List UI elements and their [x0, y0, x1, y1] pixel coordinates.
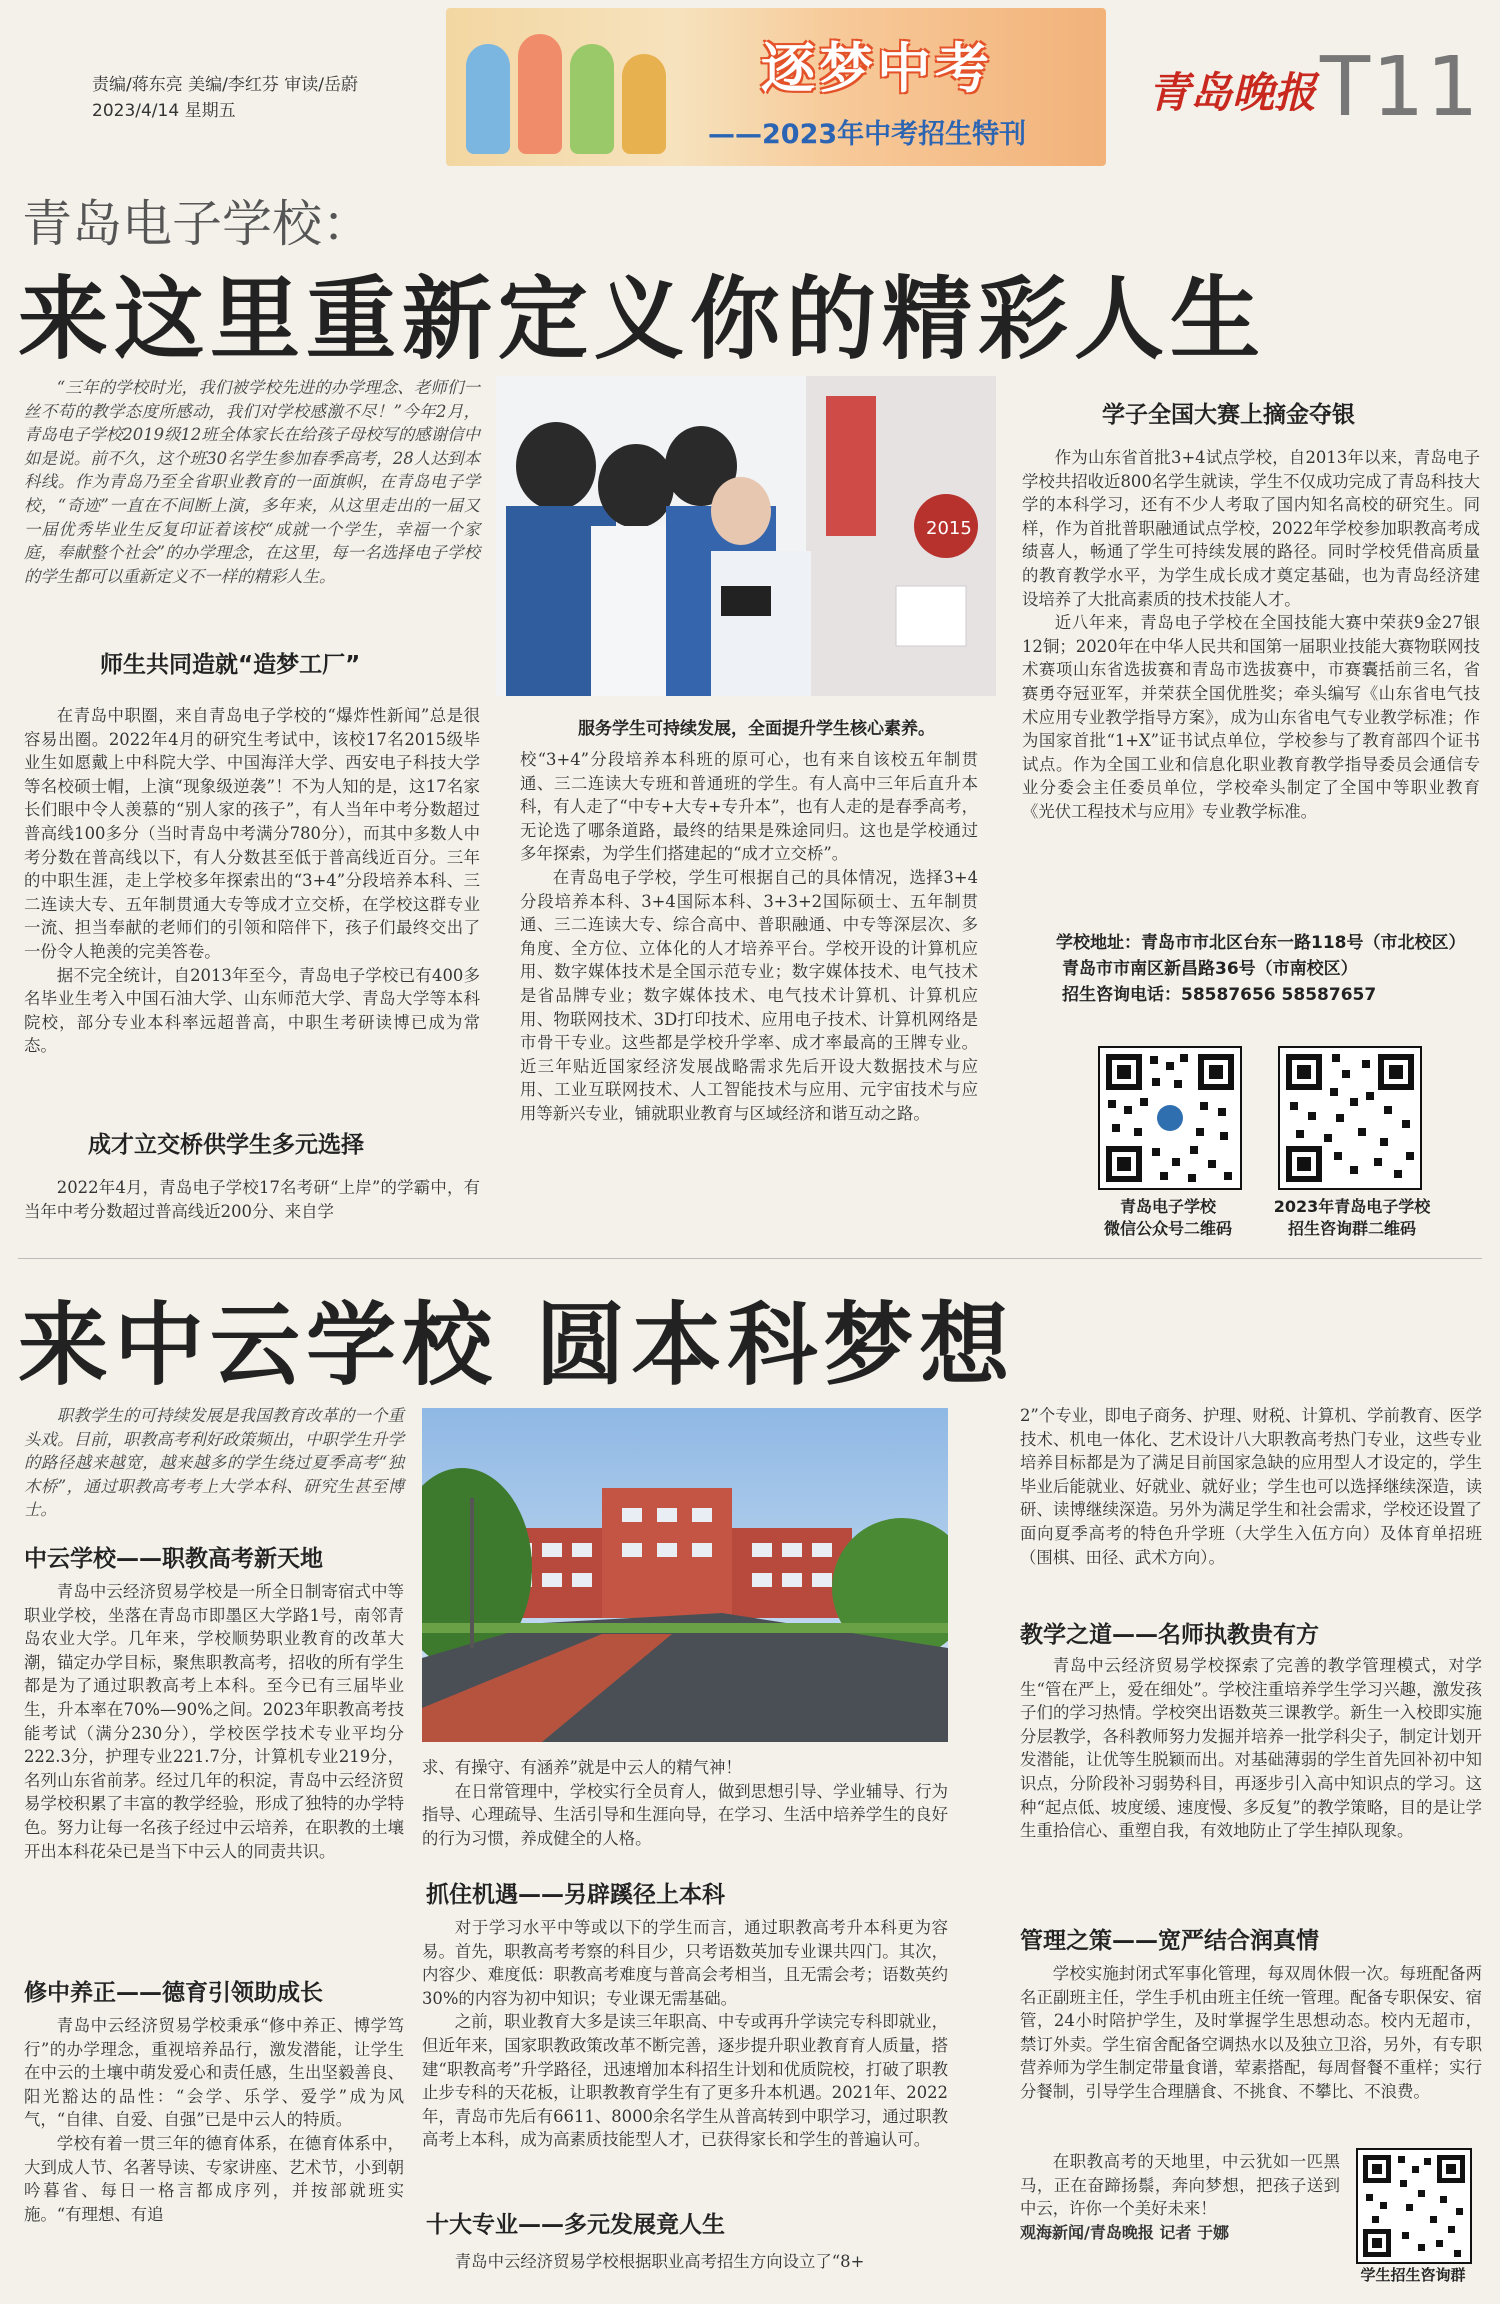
photo-wall-text: 2015 — [926, 518, 972, 539]
article1-lead — [24, 376, 480, 588]
students-photo — [496, 376, 996, 696]
article1-column-3 — [1022, 446, 1480, 824]
article2-column-3-cont — [1020, 1654, 1482, 1843]
qr-caption-line: 招生咨询群二维码 — [1287, 1219, 1416, 1238]
paragraph: 青岛中云经济贸易学校是一所全日制寄宿式中等职业学校，坐落在青岛市即墨区大学路1号，南邻青岛农业大学。几年来，学校顺势职业教育的改革大潮，锚定办学目标，聚焦职教高考，招收的所有学生都是为了通过职教高考上本科。至今已有三届毕业生，升本率在70%—90%之间。2023年职教高考技能考试（满分230分），学校医学技术专业平均分222.3分，护理专业221.7分，计算机专业219分，名列山东省前茅。经过几年的积淀，青岛中云经济贸易学校积累了丰富的教学经验，形成了独特的办学特色。努力让每一名孩子经过中云培养，在职教的土壤开出本科花朵已是当下中云人的同责共识。 — [24, 1582, 404, 1861]
article2-column-2-end — [422, 2250, 948, 2274]
paragraph: 青岛中云经济贸易学校探索了完善的教学管理模式，对学生“管在严上，爱在细处”。学校注重培养学生学习兴趣，激发孩子们的学习热情。学校突出语数英三课教学。新生一入校即实施分层教学，各科教师努力发掘并培养一批学科尖子，制定计划开发潜能，让优等生脱颖而出。对基础薄弱的学生首先回补初中知识点，分阶段补习弱势科目，再逐步引入高中知识点的学习。这种“起点低、坡度缓、速度慢、多反复”的教学策略，目的是让学生重拾信心、重塑自我，有效地防止了学生掉队现象。 — [1020, 1656, 1482, 1841]
student-figure-icon — [570, 44, 614, 154]
paragraph: 在职教高考的天地里，中云犹如一匹黑马，正在奋蹄扬鬃，奔向梦想，把孩子送到中云，许你一个美好未来！ — [1020, 2152, 1340, 2219]
consult-qr-caption: 学生招生咨询群 — [1360, 2266, 1466, 2284]
article2-column-1 — [24, 1580, 404, 1863]
special-issue-banner — [446, 8, 1106, 166]
article2-column-3-end — [1020, 1962, 1482, 2104]
credit-block — [92, 72, 358, 124]
school-address-north: 学校地址：青岛市市北区台东一路118号（市北校区） — [1056, 933, 1466, 953]
student-figure-icon — [518, 34, 562, 154]
paragraph: 之前，职业教育大多是读三年职高、中专或再升学读完专科即就业，但近年来，国家职教政策改革不断完善，逐步提升职业教育育人质量，搭建“职教高考”升学路径，迅速增加本科招生计划和优质院校，打破了职教止步专科的天花板，让职教教育学生有了更多升本机遇。2021年、2022年，青岛市先后有6611、8000余名学生从普高转到中职学习，通过职教高考上本科，成为高素质技能型人才，已获得家长和学生的普遍认可。 — [422, 2012, 948, 2150]
article1-kicker: 青岛电子学校： — [22, 195, 372, 253]
photo-caption: 服务学生可持续发展，全面提升学生核心素养。 — [578, 719, 935, 739]
enrollment-group-qr-code[interactable] — [1278, 1046, 1422, 1190]
article2-subhead-3: 抓住机遇——另辟蹊径上本科 — [426, 1882, 725, 1908]
wechat-qr-code[interactable] — [1098, 1046, 1242, 1190]
paragraph: 对于学习水平中等或以下的学生而言，通过职教高考升本科更为容易。首先，职教高考考察的科目少，只考语数英加专业课共四门。其次，内容少、难度低：职教高考难度与普高会考相当，且无需会考；语数英约30%的内容为初中知识；专业课无需基础。 — [422, 1918, 948, 2008]
paragraph: 青岛中云经济贸易学校秉承“修中养正、博学笃行”的办学理念，重视培养品行，激发潜能，让学生在中云的土壤中萌发爱心和责任感，生出坚毅善良、阳光豁达的品性：“会学、乐学、爱学”成为风气，“自律、自爱、自强”已是中云人的特质。 — [24, 2016, 404, 2130]
article2-subhead-2: 修中养正——德育引领助成长 — [24, 1980, 323, 2006]
paragraph: 在青岛电子学校，学生可根据自己的具体情况，选择3+4分段培养本科、3+4国际本科、3+3+2国际硕士、五年制贯通、三二连读大专、综合高中、普职融通、中专等深层次、多角度、全方位、立体化的人才培养平台。学校开设的计算机应用、数字媒体技术是全国示范专业；数字媒体技术、电气技术是省品牌专业；数字媒体技术、电气技术计算机、计算机应用、物联网技术、3D打印技术、应用电子技术、计算机网络是市骨干专业。这些都是学校升学率、成才率最高的王牌专业。近三年贴近国家经济发展战略需求先后开设大数据技术与应用、工业互联网技术、人工智能技术与应用、元宇宙技术与应用等新兴专业，铺就职业教育与区域经济和谐互动之路。 — [520, 867, 978, 1123]
article2-column-3 — [1020, 1404, 1482, 1569]
enrollment-phone: 招生咨询电话：58587656 58587657 — [1062, 985, 1377, 1005]
editor-credits: 责编/蒋东亮 美编/李红芬 审读/岳蔚 — [92, 75, 358, 95]
lead-paragraph: 职教学生的可持续发展是我国教育改革的一个重头戏。目前，职教高考利好政策频出，中职学生升学的路径越来越宽，越来越多的学生绕过夏季高考“独木桥”，通过职教高考考上大学本科、研究生甚至博士。 — [24, 1406, 404, 1520]
paragraph: 校“3+4”分段培养本科班的原可心，也有来自该校五年制贯通、三二连读大专班和普通班的学生。有人高中三年后直升本科，有人走了“中专+大专+专升本”，也有人走的是春季高考，无论选了哪条道路，最终的结果是殊途同归。这也是学校通过多年探索，为学生们搭建起的“成才立交桥”。 — [520, 750, 978, 864]
article1-subhead-2: 成才立交桥供学生多元选择 — [88, 1132, 364, 1158]
qr-caption-line: 2023年青岛电子学校 — [1273, 1197, 1431, 1216]
issue-date: 2023/4/14 星期五 — [92, 101, 236, 121]
paragraph: 作为山东省首批3+4试点学校，自2013年以来，青岛电子学校共招收近800名学生就读，学生不仅成功完成了青岛科技大学的本科学习，还有不少人考取了国内知名高校的研究生。同样，作为首批普职融通试点学校，2022年学校参加职教高考成绩喜人，畅通了学生可持续发展的路径。同时学校凭借高质量的教育教学水平，为学生成长成才奠定基础，也为青岛经济建设培养了大批高素质的技术技能人才。 — [1022, 448, 1480, 609]
enrollment-qr-caption — [1252, 1196, 1452, 1240]
article1-subhead-1: 师生共同造就“造梦工厂” — [100, 652, 361, 678]
qr-caption-line: 青岛电子学校 — [1119, 1197, 1216, 1216]
student-figure-icon — [466, 44, 510, 154]
student-figure-icon — [622, 54, 666, 154]
article2-lead — [24, 1404, 404, 1522]
article2-headline: 来中云学校 圆本科梦想 — [18, 1293, 1016, 1398]
paragraph: 在日常管理中，学校实行全员育人，做到思想引导、学业辅导、行为指导、心理疏导、生活引导和生涯向导，在学习、生活中培养学生的良好的行为习惯，养成健全的人格。 — [422, 1781, 948, 1848]
byline: 观海新闻/青岛晚报 记者 于娜 — [1020, 2222, 1229, 2242]
article2-subhead-6: 管理之策——宽严结合润真情 — [1020, 1928, 1319, 1954]
school-address-south: 青岛市市南区新昌路36号（市南校区） — [1062, 959, 1358, 979]
article2-subhead-1: 中云学校——职教高考新天地 — [24, 1546, 323, 1572]
article1-column-2 — [520, 748, 978, 1126]
campus-photo — [422, 1408, 948, 1742]
paragraph: 近八年来，青岛电子学校在全国技能大赛中荣获9金27银12铜；2020年在中华人民共和国第一届职业技能大赛物联网技术赛项山东省选拔赛和青岛市选拔赛中，市赛囊括前三名，省赛勇夺冠亚军，并荣获全国优胜奖；牵头编写《山东省电气技术应用专业教学指导方案》，成为山东省电气专业教学标准；作为国家首批“1+X”证书试点单位，学校参与了教育部四个证书试点。作为全国工业和信息化职业教育教学指导委员会通信专业分委会主任委员单位，学校牵头制定了全国中等职业教育《光伏工程技术与应用》专业教学标准。 — [1022, 613, 1480, 821]
page-number: T11 — [1320, 40, 1481, 135]
qr-caption-line: 微信公众号二维码 — [1103, 1219, 1232, 1238]
banner-subtitle: ——2023年中考招生特刊 — [708, 119, 1027, 150]
paragraph: 在青岛中职圈，来自青岛电子学校的“爆炸性新闻”总是很容易出圈。2022年4月的研究生考试中，该校17名2015级毕业生如愿戴上中科院大学、中国海洋大学、西安电子科技大学等名校硕士帽，上演“现象级逆袭”！不为人知的是，这17名家长们眼中令人羡慕的“别人家的孩子”，有人当年中考分数超过普高线100多分（当时青岛中考满分780分），而其中多数人中考分数在普高线以下，有人分数甚至低于普高线近百分。三年的中职生涯，走上学校多年探索出的“3+4”分段培养本科、三二连读大专、五年制贯通大专等成才立交桥，在学校这群专业一流、担当奉献的老师们的引领和陪伴下，孩子们最终交出了一份令人艳羡的完美答卷。 — [24, 706, 480, 961]
article1-subhead-3: 学子全国大赛上摘金夺银 — [1102, 402, 1355, 428]
article1-column-1 — [24, 704, 480, 1058]
article2-closing — [1020, 2150, 1340, 2244]
consult-group-qr-code[interactable] — [1356, 2148, 1472, 2264]
paragraph: 2022年4月，青岛电子学校17名考研“上岸”的学霸中，有当年中考分数超过普高线近200分、来自学 — [24, 1178, 480, 1221]
article2-subhead-4: 十大专业——多元发展竟人生 — [426, 2212, 725, 2238]
paragraph: 求、有操守、有涵养”就是中云人的精气神！ — [422, 1758, 742, 1777]
article2-column-2 — [422, 1756, 948, 1850]
article2-column-1-cont — [24, 2014, 404, 2226]
article2-column-2-cont — [422, 1916, 948, 2152]
paragraph: 2”个专业，即电子商务、护理、财税、计算机、学前教育、医学技术、机电一体化、艺术设计八大职教高考热门专业，这些专业培养目标都是为了满足目前国家急缺的应用型人才设定的，学生毕业后能就业、好就业、就好业；学生也可以选择继续深造，读研、读博继续深造。另外为满足学生和社会需求，学校还设置了面向夏季高考的特色升学班（大学生入伍方向）及体育单招班（围棋、田径、武术方向）。 — [1020, 1406, 1482, 1567]
paragraph: 学校有着一贯三年的德育体系，在德育体系中，大到成人节、名著导读、专家讲座、艺术节，小到朝吟暮省、每日一格言都成序列，并按部就班实施。“有理想、有追 — [24, 2133, 404, 2224]
paragraph: 青岛中云经济贸易学校根据职业高考招生方向设立了“8+ — [454, 2252, 865, 2271]
wechat-qr-caption — [1070, 1196, 1266, 1240]
article1-column-1-cont — [24, 1176, 480, 1223]
contact-info — [1022, 930, 1480, 1008]
article2-subhead-5: 教学之道——名师执教贵有方 — [1020, 1622, 1319, 1648]
banner-title: 逐梦中考 — [761, 37, 993, 100]
newspaper-logo: 青岛晚报 — [1148, 68, 1317, 117]
paragraph: 学校实施封闭式军事化管理，每双周休假一次。每班配备两名正副班主任，学生手机由班主任统一管理。配备专职保安、宿管，24小时陪护学生，及时掌握学生思想动态。校内无超市，禁订外卖。学生宿舍配备空调热水以及独立卫浴，另外，有专职营养师为学生制定带量食谱，荤素搭配，每周督餐不重样；实行分餐制，引导学生合理膳食、不挑食、不攀比、不浪费。 — [1020, 1964, 1482, 2101]
lead-paragraph: “三年的学校时光，我们被学校先进的办学理念、老师们一丝不苟的教学态度所感动，我们对学校感激不尽！”今年2月，青岛电子学校2019级12班全体家长在给孩子母校写的感谢信中如是说。前不久，这个班30名学生参加春季高考，28人达到本科线。作为青岛乃至全省职业教育的一面旗帜，在青岛电子学校，“奇迹”一直在不间断上演，多年来，从这里走出的一届又一届优秀毕业生反复印证着该校“成就一个学生，幸福一个家庭，奉献整个社会”的办学理念，在这里，每一名选择电子学校的学生都可以重新定义不一样的精彩人生。 — [24, 378, 480, 586]
article1-headline: 来这里重新定义你的精彩人生 — [18, 267, 1266, 372]
section-divider — [18, 1258, 1482, 1259]
paragraph: 据不完全统计，自2013年至今，青岛电子学校已有400多名毕业生考入中国石油大学、山东师范大学、青岛大学等本科院校，部分专业本科率远超普高，中职生考研读博已成为常态。 — [24, 965, 480, 1056]
